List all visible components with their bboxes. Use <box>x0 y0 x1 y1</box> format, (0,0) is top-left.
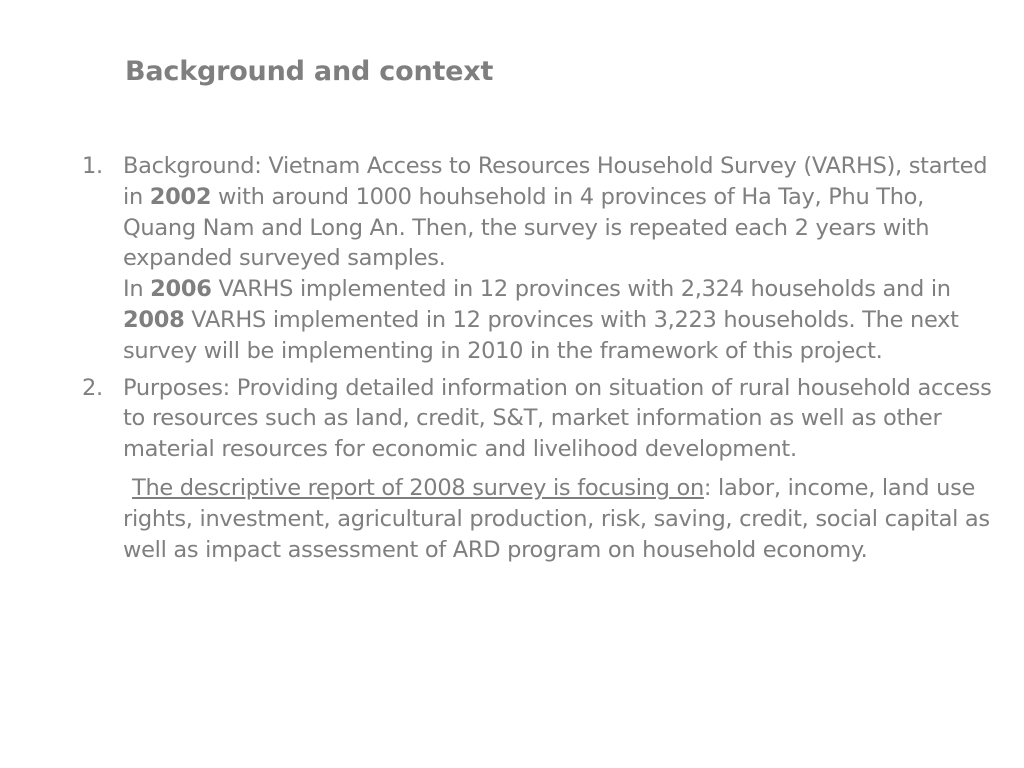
list-number: 1. <box>82 153 103 179</box>
background-paragraph-2 <box>123 274 1002 366</box>
focus-underlined-text: The descriptive report of 2008 survey is focusing on <box>132 474 704 501</box>
list-number: 2. <box>82 374 103 401</box>
background-text: Background: Vietnam Access to Resources Household Survey (VARHS), started in <box>123 153 988 210</box>
list-item-purposes <box>82 373 1002 465</box>
focus-paragraph <box>82 473 1002 565</box>
focus-text: : labor, income, land use rights, investment, agricultural production, risk, saving, credit, social capital as well as impact assessment of ARD program on household economy. <box>123 474 990 563</box>
slide-title: Background and context <box>125 56 494 87</box>
background-text: VARHS implemented in 12 provinces with 3,223 households. The next survey will be implementing in 2010 in the framework of this project. <box>123 306 959 364</box>
purposes-paragraph: Purposes: Providing detailed information on situation of rural household access to resources such as land, credit, S&T, market information as well as other material resources for economic and livelihood development. <box>123 374 992 463</box>
background-text: with around 1000 houhsehold in 4 provinces of Ha Tay, Phu Tho, Quang Nam and Long An. Then, the survey is repeated each 2 years with expanded surveyed samples. <box>123 183 930 272</box>
background-text: VARHS implemented in 12 provinces with 2,324 households and in <box>211 276 951 303</box>
background-text: In <box>123 276 151 303</box>
year-2008: 2008 <box>123 306 185 333</box>
year-2006: 2006 <box>150 276 212 303</box>
list-item-background <box>82 151 1002 367</box>
year-2002: 2002 <box>149 183 212 210</box>
background-paragraph-1 <box>123 151 1002 274</box>
slide-body <box>82 151 1002 565</box>
